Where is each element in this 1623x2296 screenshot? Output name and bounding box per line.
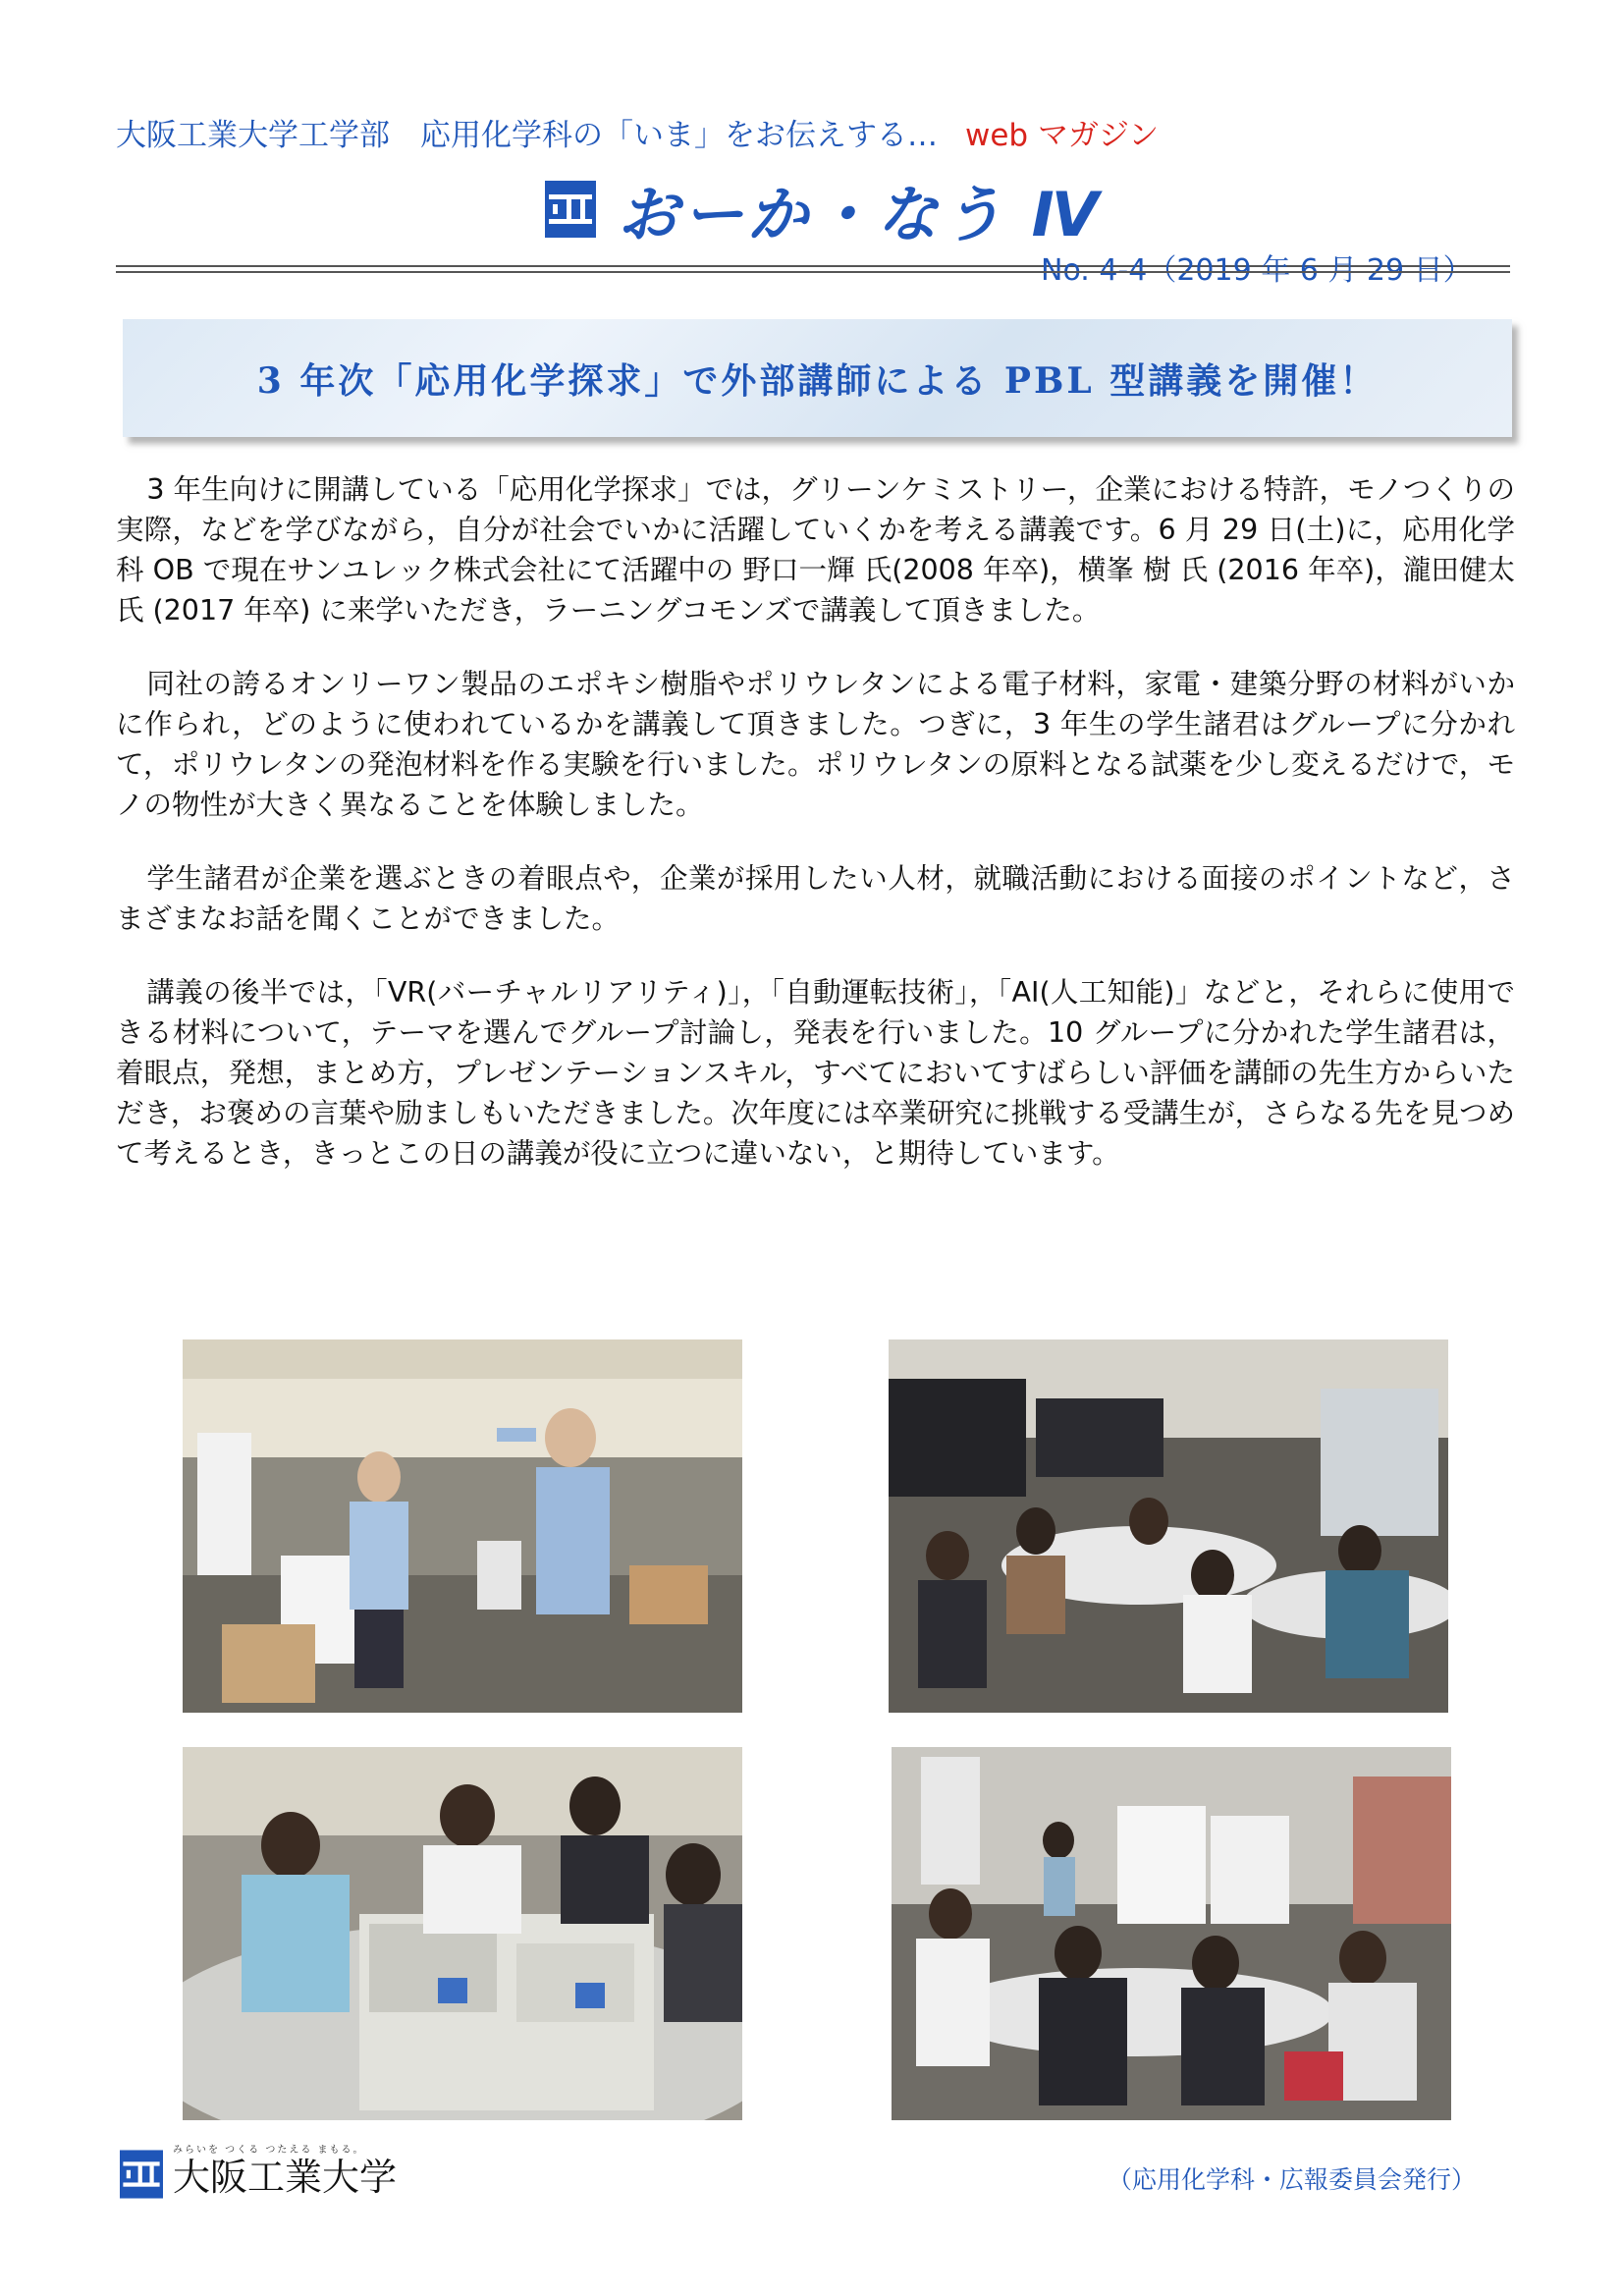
photo-experiment <box>183 1747 742 2120</box>
footer-university-text <box>173 2141 397 2199</box>
paragraph-3: 学生諸君が企業を選ぶときの着眼点や，企業が採用したい人材，就職活動における面接のポイントなど，さまざまなお話を聞くことができました。 <box>116 862 1515 935</box>
header-rule-bottom <box>116 271 1510 273</box>
masthead <box>545 165 1103 253</box>
article-body <box>116 469 1515 1207</box>
footer-university-name: 大阪工業大学 <box>173 2156 398 2199</box>
photo-learning-commons <box>889 1339 1448 1713</box>
tagline-main: 大阪工業大学工学部 応用化学科の「いま」をお伝えする… <box>116 118 938 153</box>
headline-banner <box>123 319 1512 437</box>
headline: 3 年次「応用化学探求」で外部講師による PBL 型講義を開催！ <box>256 359 1379 402</box>
publisher-credit: （応用化学科・広報委員会発行） <box>1108 2165 1477 2194</box>
photo-discussion <box>892 1747 1451 2120</box>
oit-logo-icon <box>120 2150 163 2199</box>
paragraph-1: 3 年生向けに開講している「応用化学探求」では，グリーンケミストリー，企業における特許，モノつくりの実際，などを学びながら，自分が社会でいかに活躍していくかを考える講義です。6 月 29 日(土)に，応用化学科 OB で現在サンユレック株式会社にて活躍中の 野口一輝 氏(2008 年卒)，横峯 樹 氏 (2016 年卒)，瀧田健太 氏 (2017 年卒) に来学いただき，ラーニングコモンズで講義して頂きました。 <box>116 473 1515 627</box>
paragraph-4: 講義の後半では，「VR(バーチャルリアリティ)」，「自動運転技術」，「AI(人工知能)」などと，それらに使用できる材料について，テーマを選んでグループ討論し，発表を行いました。10 グループに分かれた学生諸君は，着眼点，発想，まとめ方，プレゼンテーションスキル，すべてにおいてすばらしい評価を講師の先生方からいただき，お褒めの言葉や励ましもいただきました。次年度には卒業研究に挑戦する受講生が，さらなる先を見つめて考えるとき，きっとこの日の講義が役に立つに違いない，と期待しています。 <box>116 976 1515 1170</box>
paragraph-2: 同社の誇るオンリーワン製品のエポキシ樹脂やポリウレタンによる電子材料，家電・建築分野の材料がいかに作られ，どのように使われているかを講義して頂きました。つぎに，3 年生の学生諸君はグループに分かれて，ポリウレタンの発泡材料を作る実験を行いました。ポリウレタンの原料となる試薬を少し変えるだけで，モノの物性が大きく異なることを体験しました。 <box>116 668 1515 821</box>
magazine-title: おーか・なう Ⅳ <box>618 178 1103 250</box>
header-tagline <box>116 116 1159 155</box>
footer-slogan: みらいを つくる つたえる まもる。 <box>173 2145 365 2156</box>
issue-number: No. 4-4（2019 年 6 月 29 日） <box>1041 253 1473 288</box>
photo-lecturers <box>183 1339 742 1713</box>
oit-logo-icon <box>545 181 596 238</box>
footer-university-logo <box>120 2141 397 2199</box>
tagline-web-magazine: web マガジン <box>965 118 1160 153</box>
